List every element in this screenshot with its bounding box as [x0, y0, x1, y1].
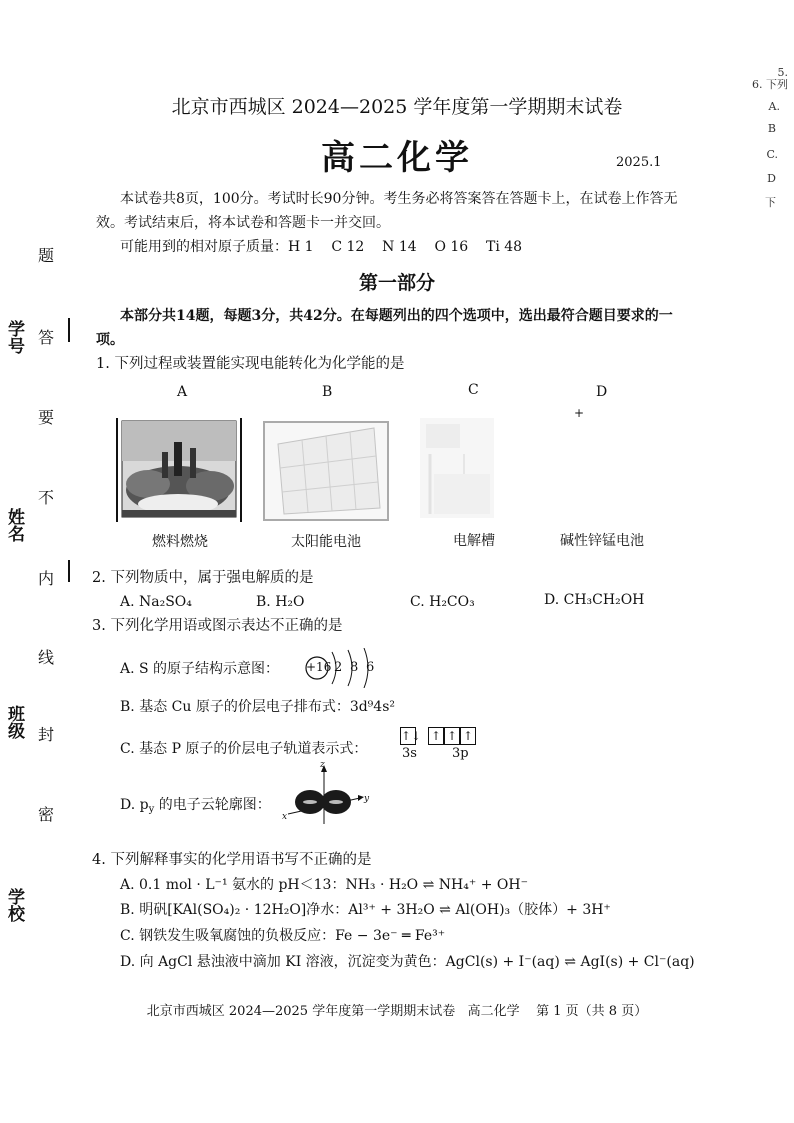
shell-count: 6 [366, 660, 375, 675]
axis-label-y: y [364, 794, 370, 804]
binding-char: 题 [38, 246, 55, 265]
intro-instructions: 本试卷共8页，100分。考试时长90分钟。考生务必将答案答在答题卡上，在试卷上作答无效。考试结束后，将本试卷和答题卡一并交回。 [96, 191, 678, 231]
q1-letter-b: B [322, 384, 333, 400]
orbital-box-3s: ↑↓ [401, 729, 422, 743]
shell-count: 8 [350, 660, 359, 675]
q1-letter-c: C [468, 382, 479, 398]
q1-letter-d: D [596, 384, 608, 400]
q3-option-c: C. 基态 P 原子的价层电子轨道表示式： [120, 741, 368, 757]
binding-char: 线 [38, 648, 55, 667]
part-description: 本部分共14题，每题3分，共42分。在每题列出的四个选项中，选出最符合题目要求的一项。 [96, 308, 673, 348]
q4-option-c: C. 钢铁发生吸氧腐蚀的负极反应：Fe − 3e⁻ ═ Fe³⁺ [120, 928, 446, 944]
binding-char: 内 [38, 569, 55, 588]
q3-stem: 3. 下列化学用语或图示表达不正确的是 [92, 618, 343, 634]
electrolysis-cell-image [416, 414, 500, 528]
nucleus-charge: +16 [306, 660, 332, 674]
battery-plus-sign: + [574, 406, 585, 420]
q3-d-sub: y [148, 804, 155, 815]
q1-caption-c: 电解槽 [453, 533, 495, 549]
orbital-label-3s: 3s [402, 746, 417, 761]
orbital-box-3p: ↑ [444, 727, 460, 745]
binding-char: 要 [38, 408, 55, 427]
binding-char: 答 [38, 328, 55, 347]
q4-stem: 4. 下列解释事实的化学用语书写不正确的是 [92, 852, 372, 868]
q2-stem: 2. 下列物质中，属于强电解质的是 [92, 570, 314, 586]
shell-count: 2 [334, 660, 343, 675]
orbital-diagram [400, 727, 476, 745]
axis-label-z: z [320, 760, 325, 770]
page-title: 高二化学 [321, 138, 473, 178]
q1-caption-b: 太阳能电池 [291, 534, 361, 550]
student-id-label: 学号 [4, 320, 24, 354]
orbital-box-3p: ↑ [428, 727, 444, 745]
school-label: 学校 [4, 888, 24, 922]
part-title: 第一部分 [358, 272, 435, 294]
q2-option-c: C. H₂CO₃ [410, 594, 475, 610]
binding-line [68, 560, 70, 582]
next-page-bleed: 5. [777, 66, 788, 79]
exam-header: 北京市西城区 2024—2025 学年度第一学期期末试卷 [171, 96, 623, 118]
next-page-bleed: D [767, 172, 776, 185]
axis-label-x: x [282, 812, 288, 822]
q2-option-b: B. H₂O [256, 594, 305, 610]
exam-date: 2025.1 [616, 155, 662, 170]
rocket-launch-image [116, 418, 242, 522]
q3-d-prefix: D. p [120, 797, 149, 813]
solar-panel-image [262, 420, 390, 526]
q3-option-d [120, 794, 271, 815]
orbital-box-3p: ↑ [460, 727, 476, 745]
binding-line [68, 318, 70, 342]
q3-option-a: A. S 的原子结构示意图： [120, 661, 280, 677]
binding-char: 密 [38, 805, 55, 824]
q3-option-b: B. 基态 Cu 原子的价层电子排布式：3d⁹4s² [120, 699, 396, 715]
next-page-bleed: B [767, 122, 776, 135]
q4-option-b: B. 明矾[KAl(SO₄)₂ · 12H₂O]净水：Al³⁺ + 3H₂O ⇌ Al(OH)₃（胶体）+ 3H⁺ [120, 902, 611, 918]
name-label: 姓名 [4, 508, 24, 542]
q1-letter-a: A [177, 384, 188, 400]
q1-caption-d: 碱性锌锰电池 [560, 533, 644, 549]
next-page-bleed: A. [768, 100, 780, 113]
atomic-masses: 可能用到的相对原子质量：H 1 C 12 N 14 O 16 Ti 48 [120, 239, 523, 255]
next-page-bleed: 下 [765, 196, 776, 209]
q4-option-d: D. 向 AgCl 悬浊液中滴加 KI 溶液，沉淀变为黄色：AgCl(s) + I⁻(aq) ⇌ AgI(s) + Cl⁻(aq) [120, 954, 695, 970]
q2-option-a: A. Na₂SO₄ [120, 594, 192, 610]
next-page-bleed: 6. 下列 [752, 78, 788, 91]
binding-char: 不 [38, 488, 55, 507]
next-page-bleed: C. [766, 148, 778, 161]
q4-option-a: A. 0.1 mol · L⁻¹ 氨水的 pH＜13：NH₃ · H₂O ⇌ NH₄⁺ + OH⁻ [120, 877, 528, 893]
q1-stem: 1. 下列过程或装置能实现电能转化为化学能的是 [96, 356, 405, 372]
class-label: 班级 [4, 705, 24, 739]
page-footer: 北京市西城区 2024—2025 学年度第一学期期末试卷 高二化学 第 1 页（共 8 页） [146, 1004, 648, 1019]
q2-option-d: D. CH₃CH₂OH [544, 592, 645, 608]
binding-char: 封 [38, 725, 55, 744]
orbital-label-3p: 3p [452, 746, 469, 761]
q1-caption-a: 燃料燃烧 [152, 534, 208, 550]
q3-d-rest: 的电子云轮廓图： [154, 797, 271, 813]
